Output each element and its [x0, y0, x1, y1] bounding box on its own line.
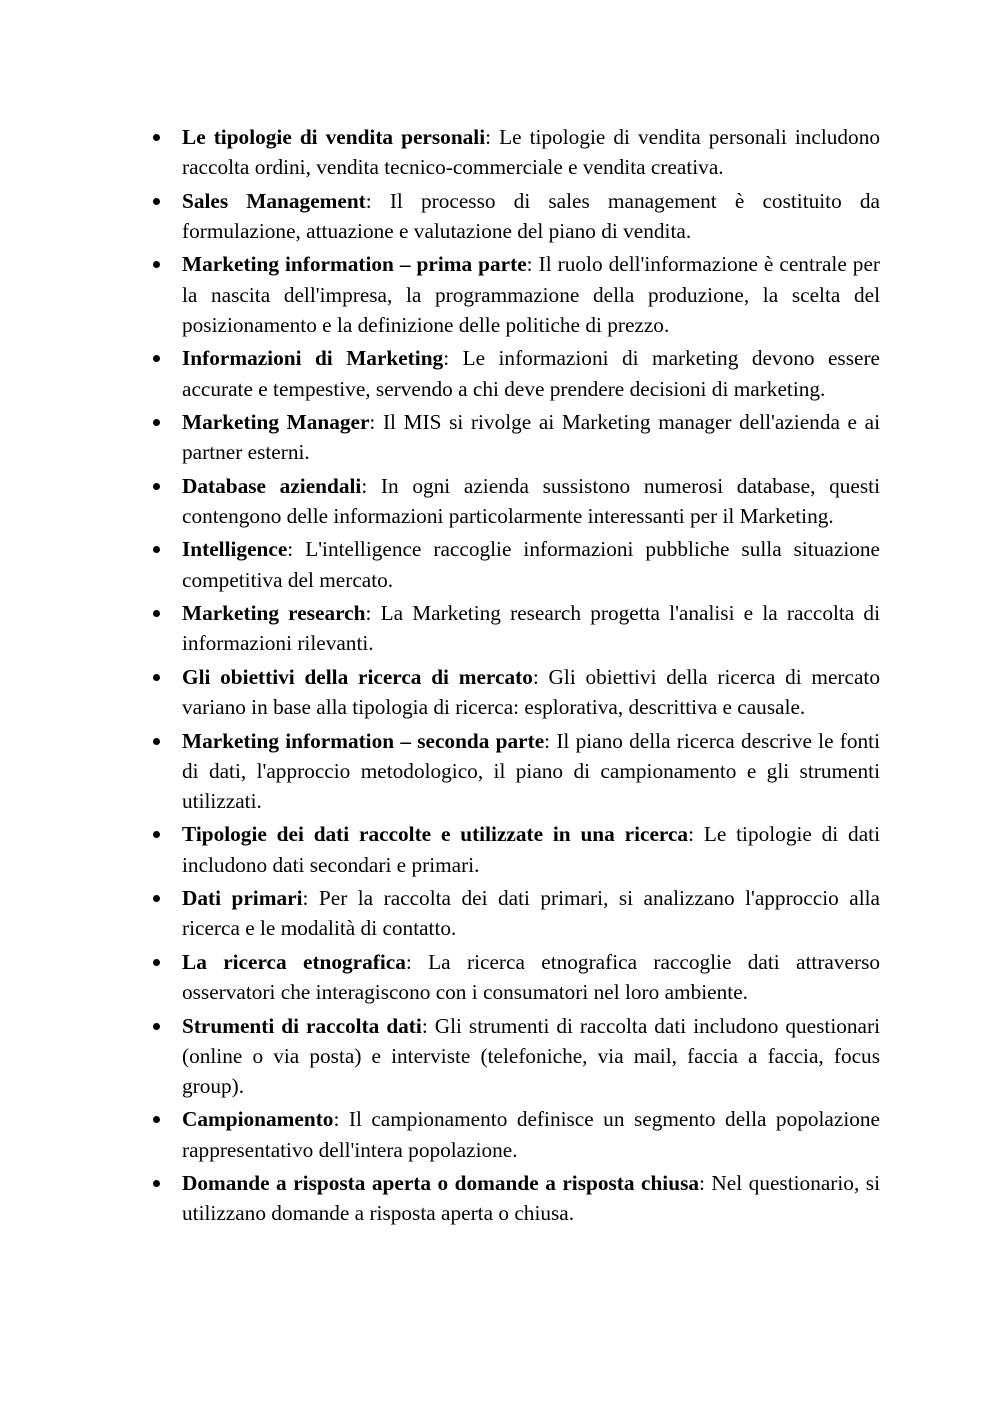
bullet-icon [153, 674, 160, 681]
item-text: : Le informazioni di marketing devono essere accurate e tempestive, servendo a chi deve prendere decisioni di marketing. [182, 346, 881, 401]
item-term: Strumenti di raccolta dati [182, 1013, 422, 1038]
item-term: Marketing information – seconda parte [182, 728, 545, 753]
item-text: : Le tipologie di dati includono dati secondari e primari. [182, 822, 880, 877]
item-text: : Nel questionario, si utilizzano domande a risposta aperta o chiusa. [182, 1171, 880, 1226]
item-text: : La ricerca etnografica raccoglie dati attraverso osservatori che interagiscono con i consumatori nel loro ambiente. [182, 949, 881, 1005]
item-term: Informazioni di Marketing [182, 346, 444, 371]
item-term: Campionamento [182, 1107, 334, 1132]
list-item [150, 1104, 880, 1164]
list-item [150, 1168, 880, 1228]
list-item [150, 947, 880, 1007]
list-item [150, 662, 880, 722]
bullet-icon [153, 959, 160, 966]
bullet-icon [153, 546, 160, 553]
item-text: : Il piano della ricerca descrive le fonti di dati, l'approccio metodologico, il piano di campionamento e gli strumenti utilizzati. [182, 728, 880, 813]
list-item [150, 883, 880, 943]
item-text: : Il processo di sales management è costituito da formulazione, attuazione e valutazione del piano di vendita. [182, 188, 880, 243]
list-item [150, 249, 880, 340]
bullet-icon [153, 1023, 160, 1030]
bullet-icon [153, 1116, 160, 1123]
item-term: Le tipologie di vendita personali [182, 125, 486, 149]
item-text: : In ogni azienda sussistono numerosi database, questi contengono delle informazioni particolarmente interessanti per il Marketing. [182, 473, 880, 528]
list-item [150, 726, 880, 817]
list-item [150, 534, 880, 594]
item-term: Dati primari [182, 886, 303, 911]
item-text: : Il campionamento definisce un segmento della popolazione rappresentativo dell'intera popolazione. [182, 1107, 880, 1162]
item-term: Domande a risposta aperta o domande a risposta chiusa [182, 1171, 700, 1196]
list-item [150, 343, 880, 403]
item-term: Marketing Manager [182, 410, 370, 435]
bullet-icon [153, 355, 160, 362]
item-term: Gli obiettivi della ricerca di mercato [182, 664, 533, 689]
bullet-icon [153, 831, 160, 838]
item-term: Marketing information – prima parte [182, 252, 527, 277]
item-text: : La Marketing research progetta l'analisi e la raccolta di informazioni rilevanti. [182, 601, 880, 656]
bullet-icon [153, 419, 160, 426]
item-text: : Le tipologie di vendita personali includono raccolta ordini, vendita tecnico-commerciale e vendita creativa. [182, 125, 881, 180]
bullet-icon [153, 134, 160, 141]
bullet-icon [153, 610, 160, 617]
list-item [150, 122, 880, 182]
list-item [150, 819, 880, 879]
list-item [150, 1011, 880, 1102]
item-term: Marketing research [182, 601, 366, 626]
bullet-list [150, 122, 880, 1232]
bullet-icon [153, 198, 160, 205]
item-term: Sales Management [182, 188, 366, 213]
item-text: : Per la raccolta dei dati primari, si analizzano l'approccio alla ricerca e le modalità di contatto. [182, 886, 880, 941]
bullet-icon [153, 895, 160, 902]
bullet-icon [153, 483, 160, 490]
item-text: : L'intelligence raccoglie informazioni pubbliche sulla situazione competitiva del mercato. [182, 537, 880, 592]
item-text: : Il MIS si rivolge ai Marketing manager dell'azienda e ai partner esterni. [182, 410, 880, 465]
item-text: : Il ruolo dell'informazione è centrale per la nascita dell'impresa, la programmazione della produzione, la scelta del posizionamento e la definizione delle politiche di prezzo. [182, 252, 880, 337]
item-term: Database aziendali [182, 473, 362, 498]
item-text: : Gli obiettivi della ricerca di mercato variano in base alla tipologia di ricerca: esplorativa, descrittiva e causale. [182, 664, 880, 720]
bullet-icon [153, 738, 160, 745]
list-item [150, 598, 880, 658]
list-item [150, 186, 880, 246]
item-term: La ricerca etnografica [182, 949, 406, 974]
item-term: Intelligence [182, 537, 288, 562]
list-item [150, 471, 880, 531]
item-term: Tipologie dei dati raccolte e utilizzate in una ricerca [182, 822, 689, 847]
item-text: : Gli strumenti di raccolta dati includono questionari (online o via posta) e interviste (telefoniche, via mail, faccia a faccia, focus group). [182, 1013, 881, 1098]
list-item [150, 407, 880, 467]
bullet-icon [153, 261, 160, 268]
bullet-icon [153, 1180, 160, 1187]
